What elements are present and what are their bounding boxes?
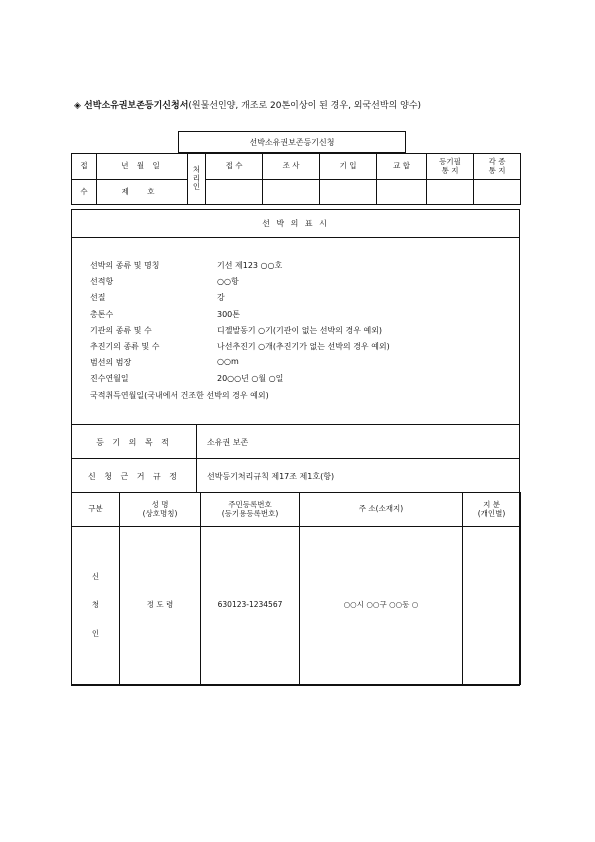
reg-cell-notify-completion[interactable] (427, 180, 474, 205)
applicant-col-name: 성 명 (상호명칭) (120, 493, 201, 527)
title-subtitle: (원물선인양, 개조로 20톤이상이 된 경우, 외국선박의 양수) (188, 101, 422, 111)
reg-col-receipt: 접 수 (206, 154, 263, 180)
reg-cell-inspect[interactable] (263, 180, 320, 205)
applicant-col-kind: 구분 (72, 493, 120, 527)
document-title (74, 98, 421, 111)
reg-notify-completion: 등기필 통 지 (427, 154, 474, 180)
applicant-col-share: 지 분 (개인별) (463, 493, 521, 527)
header-box: 선박소유권보존등기신청 (178, 131, 406, 153)
vessel-section: 선 박 의 표 시 선박의 종류 및 명칭 기선 제123 ○○호 선적항 ○○항 선질 강 총톤수 300톤 기관의 종류 및 수 디젤발동기 ○기(기관이 없는 선박의 경우 예외) 추진기의 종류 및 수 나선추진기 ○개(추진기가 없는 선박의 경우 예외) 범선의 범장 ○○m 진수연월일 20○○년 ○월 ○일 국적취득연월일(국내에서 건조한 선박의 경우 예외) 등 기 의 목 적 소유권 보존 신 청 근 거 규 정 선박등기처리규칙 제17조 제1호(항) 구분 성 명 (상호명칭) 주민등록번호 (등기용등록번호) 주 소(소재지) 지 분 (개인별) 신 청 인 정 도 령 630123-1234567 ○○시 ○○구 ○○동 ○ (71, 209, 520, 686)
reg-cell-entry[interactable] (320, 180, 377, 205)
reg-cell-verify[interactable] (377, 180, 427, 205)
purpose-row (72, 424, 519, 459)
section-title: 선 박 의 표 시 (72, 210, 519, 238)
reg-receipt-bottom: 수 (72, 180, 97, 205)
basis-label: 신 청 근 거 규 정 (72, 459, 197, 493)
applicant-col-id: 주민등록번호 (등기용등록번호) (201, 493, 300, 527)
reg-cell-receipt[interactable] (206, 180, 263, 205)
reg-col-verify: 교 합 (377, 154, 427, 180)
reg-cell-notify-various[interactable] (474, 180, 521, 205)
applicant-col-address: 주 소(소재지) (300, 493, 463, 527)
reg-col-entry: 기 입 (320, 154, 377, 180)
reg-number-label: 제 호 (97, 180, 188, 205)
applicant-id: 630123-1234567 (201, 527, 300, 685)
registration-table (71, 153, 521, 205)
reg-notify-various: 각 종 통 지 (474, 154, 521, 180)
purpose-value: 소유권 보존 (207, 437, 249, 447)
reg-receipt-top: 접 (72, 154, 97, 180)
applicant-address: ○○시 ○○구 ○○동 ○ (300, 527, 463, 685)
reg-col-inspect: 조 사 (263, 154, 320, 180)
basis-value: 선박등기처리규칙 제17조 제1호(항) (207, 471, 335, 481)
applicant-table (71, 492, 521, 685)
applicant-name: 정 도 령 (120, 527, 201, 685)
purpose-label: 등 기 의 목 적 (72, 425, 197, 459)
applicant-kind: 신 청 인 (72, 527, 120, 685)
reg-date-label: 년 월 일 (97, 154, 188, 180)
basis-row (72, 458, 519, 493)
title-main: ◈ 선박소유권보존등기신청서 (74, 101, 189, 111)
reg-processor-label: 처 리 인 (188, 154, 206, 205)
applicant-share[interactable] (463, 527, 521, 685)
